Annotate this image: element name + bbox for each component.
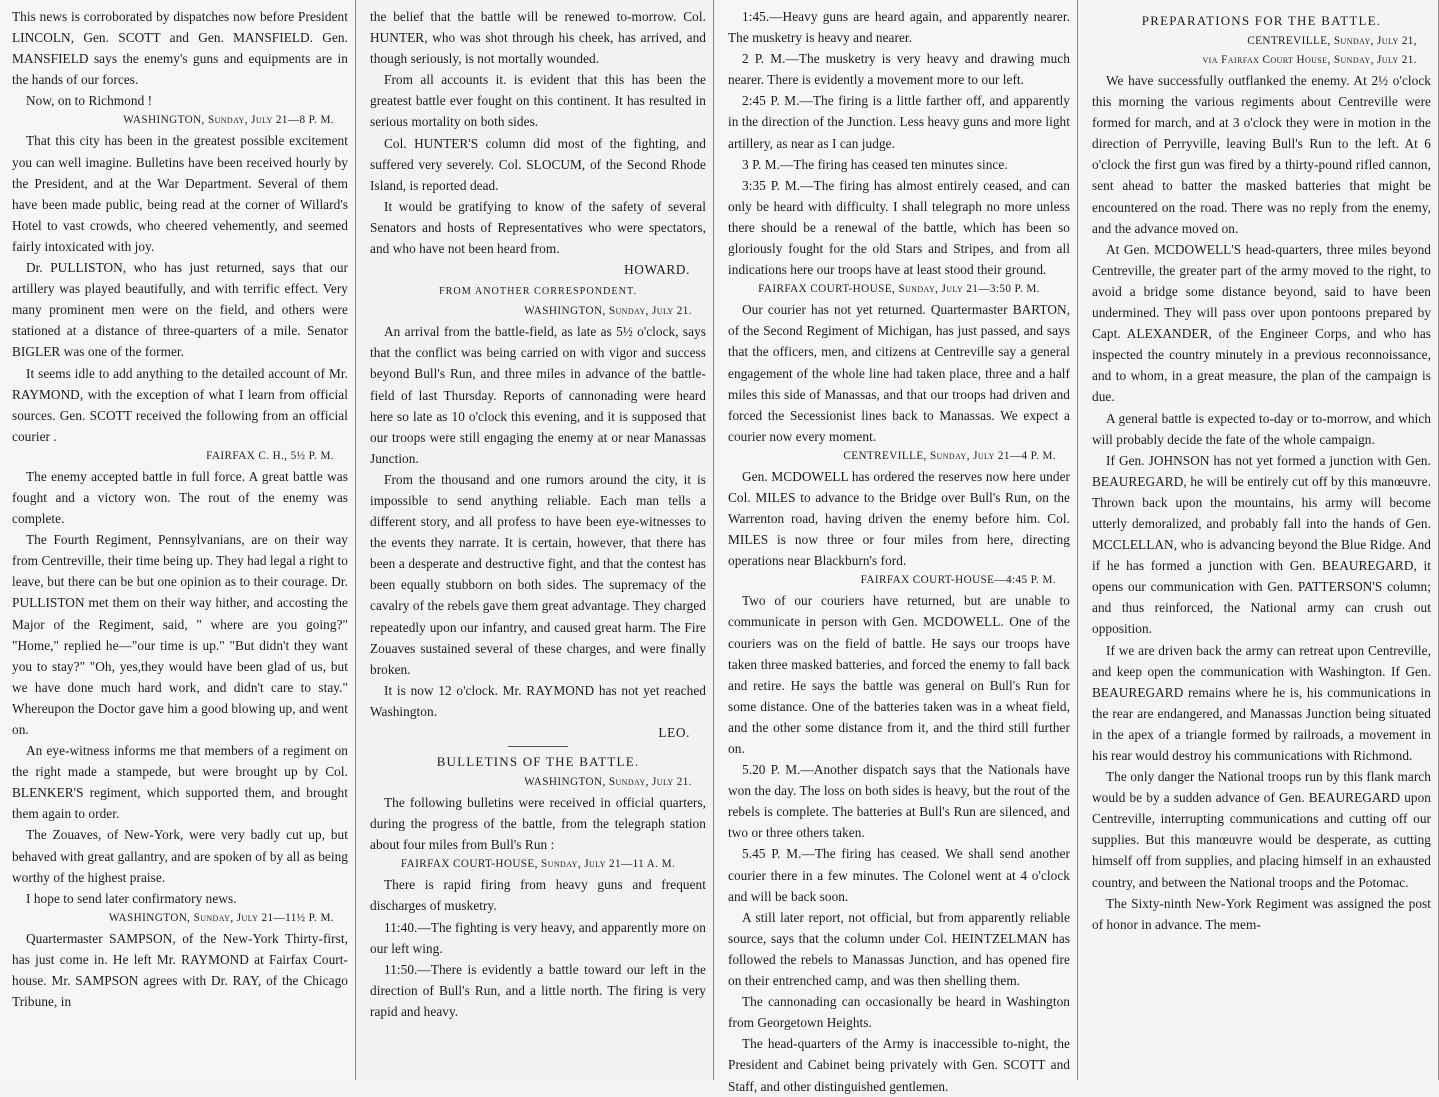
- paragraph: It is now 12 o'clock. Mr. RAYMOND has not yet reached Washington.: [370, 682, 706, 719]
- column-2: [358, 0, 714, 1080]
- paragraph: 3:35 P. M.—The firing has almost entirely ceased, and can only be heard with difficulty. I shall telegraph no more unless there should be a renewal of the battle, which has been so gloriously fought for the old Stars and Stripes, and from all indications here our troops have at least stood their ground.: [728, 177, 1070, 278]
- dateline: CENTREVILLE, Sunday, July 21,: [1247, 35, 1417, 47]
- paragraph: Quartermaster SAMPSON, of the New-York Thirty-first, has just come in. He left Mr. RAYMOND at Fairfax Court-house. Mr. SAMPSON agrees with Dr. RAY, of the Chicago Tribune, in: [12, 930, 348, 1010]
- column-1: [0, 0, 356, 1080]
- paragraph: This news is corroborated by dispatches now before President LINCOLN, Gen. SCOTT and Gen. MANSFIELD. Gen. MANSFIELD says the enemy's guns and equipments are in the hands of our forces.: [12, 9, 348, 88]
- paragraph: Gen. MCDOWELL has ordered the reserves now here under Col. MILES to advance to the Bridge over Bull's Run, on the Warrenton road, having driven the enemy before him. Col. MILES is now three or four miles from here, directing operations near Blackburn's ford.: [728, 468, 1070, 569]
- paragraph: The Fourth Regiment, Pennsylvanians, are on their way from Centreville, their time being up. They had legal a right to leave, but there can be but one opinion as to their courage. Dr. PULLISTON met them on their way hither, and accosting the Major of the Regiment, said, " where are you going?" "Home," replied he—"our time is up." "But didn't they want you to stay?" "Oh, yes,they would have been glad of us, but we have done much hard work, and didn't care to stay." Whereupon the Doctor gave him a good blowing up, and went on.: [12, 532, 348, 737]
- column-4: [1080, 0, 1439, 1080]
- paragraph: The head-quarters of the Army is inaccessible to-night, the President and Cabinet being privately with Gen. SCOTT and Staff, and other distinguished gentlemen.: [728, 1036, 1070, 1094]
- paragraph: A general battle is expected to-day or to-morrow, and which will probably decide the fate of the whole campaign.: [1092, 410, 1431, 447]
- paragraph: The cannonading can occasionally be heard in Washington from Georgetown Heights.: [728, 994, 1070, 1031]
- dateline: WASHINGTON, Sunday, July 21—8 P. M.: [123, 114, 334, 127]
- paragraph: the belief that the battle will be renewed to-morrow. Col. HUNTER, who was shot through his cheek, has arrived, and though seriously, is not mortally wounded.: [370, 9, 706, 67]
- paragraph: From all accounts it. is evident that this has been the greatest battle ever fought on this continent. It has resulted in serious mortality on both sides.: [370, 72, 706, 130]
- paragraph: 5.45 P. M.—The firing has ceased. We shall send another courier there in a few minutes. The Colonel went at 4 o'clock and will be back soon.: [728, 846, 1070, 904]
- signature: HOWARD.: [624, 262, 690, 278]
- paragraph: The enemy accepted battle in full force. A great battle was fought and a victory won. The rout of the enemy was complete.: [12, 468, 348, 527]
- dateline: FAIRFAX COURT-HOUSE, Sunday, July 21—3:50 P. M.: [758, 283, 1040, 296]
- paragraph: At Gen. MCDOWELL'S head-quarters, three miles beyond Centreville, the greater part of the army moved to the right, to avoid a bridge some distance beyond, said to have been undermined. They will pass over upon pontoons prepared by Capt. ALEXANDER, of the Engineer Corps, and who has inspected the country minutely in a previous reconnoissance, and to whom, in a great measure, the plan of the campaign is due.: [1092, 241, 1431, 405]
- paragraph: 5.20 P. M.—Another dispatch says that the Nationals have won the day. The loss on both sides is heavy, but the rout of the rebels is complete. The batteries at Bull's Run are silenced, and two or three others taken.: [728, 762, 1070, 841]
- paragraph: 2 P. M.—The musketry is very heavy and drawing much nearer. There is evidently a movement more to our left.: [728, 51, 1070, 88]
- paragraph: There is rapid firing from heavy guns and frequent discharges of musketry.: [370, 877, 706, 914]
- dateline: FAIRFAX C. H., 5½ P. M.: [206, 449, 334, 462]
- paragraph: If we are driven back the army can retreat upon Centreville, and keep open the communication with Washington. If Gen. BEAUREGARD remains where he is, his communications in the rear are endangered, and Manassas Junction being situated in the apex of a triangle formed by railroads, a movement in his rear would destroy his communications with Richmond.: [1092, 642, 1431, 763]
- paragraph: 3 P. M.—The firing has ceased ten minutes since.: [742, 156, 1008, 172]
- paragraph: The Sixty-ninth New-York Regiment was assigned the post of honor in advance. The mem-: [1092, 895, 1431, 932]
- paragraph: An arrival from the battle-field, as late as 5½ o'clock, says that the conflict was being carried on with vigor and success beyond Bull's Run, and three miles in advance of the battle-field of last Thursday. Reports of cannonading were heard here so late as 10 o'clock this evening, and it is supposed that our troops were still engaging the enemy at or near Manassas Junction.: [370, 324, 706, 466]
- section-heading: FROM ANOTHER CORRESPONDENT.: [438, 286, 638, 298]
- paragraph: I hope to send later confirmatory news.: [26, 890, 237, 906]
- paragraph: Dr. PULLISTON, who has just returned, says that our artillery was played beautifully, and with terrific effect. Very many prominent men were on the field, and others were stationed at a distance of three-quarters of a mile. Senator BIGLER was one of the former.: [12, 260, 348, 360]
- paragraph: We have successfully outflanked the enemy. At 2½ o'clock this morning the various regiments about Centreville were formed for march, and at 3 o'clock they were in motion in the direction of Perryville, leaving Bull's Run to the left. At 6 o'clock the first gun was fired by a thirty-pound rifled cannon, sent ahead to batter the masked batteries that might be encountered on the road. There was no reply from the enemy, and the advance moved on.: [1092, 73, 1431, 236]
- paragraph: 11:50.—There is evidently a battle toward our left in the direction of Bull's Run, and a little north. The firing is very rapid and heavy.: [370, 961, 706, 1019]
- paragraph: From the thousand and one rumors around the city, it is impossible to send anything reliable. Each man tells a different story, and all profess to have been eye-witnesses to the events they narrate. It is certain, however, that there has been a desperate and destructive fight, and that the contest has been equally stubborn on both sides. The supremacy of the cavalry of the rebels gave them great advantage. They charged repeatedly upon our infantry, and caused great harm. The Fire Zouaves sustained several of these charges, and were finally broken.: [370, 471, 706, 677]
- paragraph: Two of our couriers have returned, but are unable to communicate in person with Gen. MCDOWELL. One of the couriers was on the field of battle. He says our troops have taken three masked batteries, and forced the enemy to fall back and retire. He says the battle was general on Bull's Run for some distance. One of the batteries taken was in a wheat field, and the other some distance from it, and the third still further on.: [728, 593, 1070, 756]
- paragraph: 1:45.—Heavy guns are heard again, and apparently nearer. The musketry is heavy and nearer.: [728, 9, 1070, 46]
- paragraph: The only danger the National troops run by this flank march would be by a sudden advance of Gen. BEAUREGARD upon Centreville, interrupting communications and cutting off our supplies. But this manœuvre would be desperate, as cutting himself off from supplies, and placing himself in an exhausted country, and between the National troops and the Potomac.: [1092, 769, 1431, 890]
- column-3: [716, 0, 1078, 1094]
- signature: LEO.: [658, 725, 690, 740]
- paragraph: It seems idle to add anything to the detailed account of Mr. RAYMOND, with the exception of what I learn from official sources. Gen. SCOTT received the following from an official courier .: [12, 365, 348, 444]
- dateline: WASHINGTON, Sunday, July 21—11½ P. M.: [108, 911, 334, 924]
- dateline: FAIRFAX COURT-HOUSE, Sunday, July 21—11 A. M.: [400, 858, 676, 871]
- dateline: CENTREVILLE, Sunday, July 21—4 P. M.: [843, 449, 1056, 462]
- dateline: WASHINGTON, Sunday, July 21.: [524, 305, 692, 318]
- section-heading: PREPARATIONS FOR THE BATTLE.: [1141, 13, 1382, 28]
- paragraph: That this city has been in the greatest possible excitement you can well imagine. Bulletins have been received hourly by the President, and at the War Department. Several of them have been made public, being read at the corner of Willard's Hotel to vast crowds, who cheered vehemently, and seemed fairly intoxicated with joy.: [12, 133, 348, 254]
- dateline: WASHINGTON, Sunday, July 21.: [524, 776, 692, 789]
- section-heading: BULLETINS OF THE BATTLE.: [436, 754, 640, 770]
- paragraph: A still later report, not official, but from apparently reliable source, says that the column under Col. HEINTZELMAN has followed the rebels to Manassas Junction, and has opened fire on their entrenched camp, and was then shelling them.: [728, 909, 1070, 989]
- paragraph: Now, on to Richmond !: [26, 93, 153, 109]
- paragraph: An eye-witness informs me that members of a regiment on the right made a stampede, but were brought up by Col. BLENKER'S regiment, which supported them, and brought them again to order.: [12, 743, 348, 822]
- paragraph: 2:45 P. M.—The firing is a little farther off, and apparently in the direction of the Junction. Less heavy guns and more light artillery, as near as I can judge.: [728, 93, 1070, 151]
- dateline: via Fairfax Court House, Sunday, July 21.: [1202, 54, 1417, 66]
- paragraph: Our courier has not yet returned. Quartermaster BARTON, of the Second Regiment of Michigan, has just passed, and says that the officers, men, and citizens at Centreville say a general engagement of the whole line had taken place, three and a half miles this side of Manassas, and that our troops had driven and forced the Secessionist lines back to Manassas. We expect a courier now every moment.: [728, 302, 1070, 444]
- paragraph: If Gen. JOHNSON has not yet formed a junction with Gen. BEAUREGARD, he will be entirely cut off by this manœuvre. Thrown back upon the mountains, his army will become utterly demoralized, and probably fall into the hands of Gen. MCCLELLAN, who is advancing beyond the Blue Ridge. And if he has formed a junction with Gen. BEAUREGARD, it opens our communication with Gen. PATTERSON'S column; and thus reinforced, the National army can crush out opposition.: [1092, 452, 1431, 637]
- paragraph: The Zouaves, of New-York, were very badly cut up, but behaved with great gallantry, and are spoken of by all as being worthy of the highest praise.: [12, 827, 348, 885]
- dateline: FAIRFAX COURT-HOUSE—4:45 P. M.: [860, 574, 1056, 587]
- paragraph: 11:40.—The fighting is very heavy, and apparently more on our left wing.: [370, 919, 706, 956]
- paragraph: The following bulletins were received in official quarters, during the progress of the battle, from the telegraph station about four miles from Bull's Run :: [370, 795, 706, 853]
- paragraph: Col. HUNTER'S column did most of the fighting, and suffered very severely. Col. SLOCUM, of the Second Rhode Island, is reported dead.: [370, 135, 706, 193]
- divider: [508, 746, 568, 747]
- paragraph: It would be gratifying to know of the safety of several Senators and hosts of Representatives who were spectators, and who have not been heard from.: [370, 198, 706, 257]
